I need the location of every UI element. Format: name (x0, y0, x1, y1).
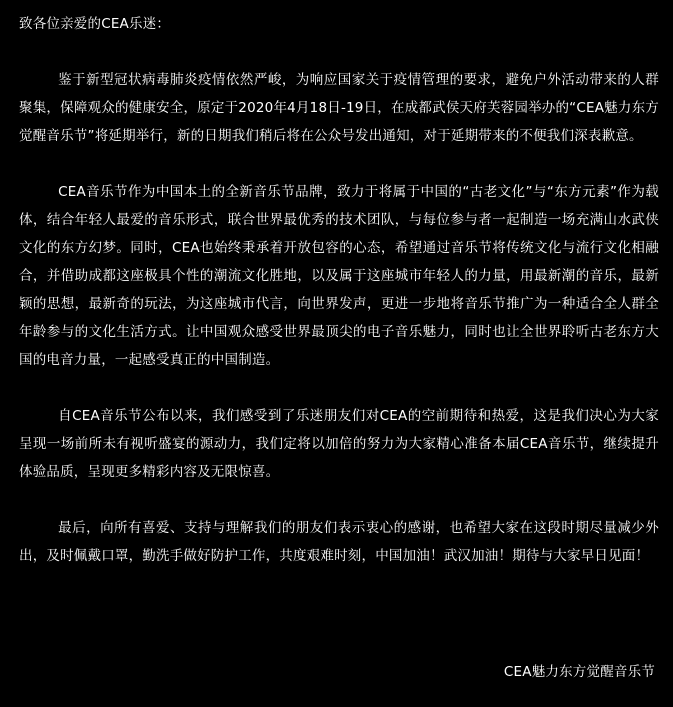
paragraph-closing: 最后，向所有喜爱、支持与理解我们的朋友们表示衷心的感谢，也希望大家在这段时期尽量减少外出，及时佩戴口罩，勤洗手做好防护工作，共度艰难时刻，中国加油！武汉加油！期待与大家早日见面！ (19, 520, 659, 564)
paragraph-fan-support: 自CEA音乐节公布以来，我们感受到了乐迷朋友们对CEA的空前期待和热爱，这是我们决心为大家呈现一场前所未有视听盛宴的源动力，我们定将以加倍的努力为大家精心准备本届CEA音乐节，继续提升体验品质，呈现更多精彩内容及无限惊喜。 (19, 408, 659, 480)
salutation: 致各位亲爱的CEA乐迷： (19, 16, 171, 32)
paragraph-postponement: 鉴于新型冠状病毒肺炎疫情依然严峻，为响应国家关于疫情管理的要求，避免户外活动带来的人群聚集，保障观众的健康安全，原定于2020年4月18日-19日，在成都武侯天府芙蓉园举办的“CEA魅力东方觉醒音乐节”将延期举行，新的日期我们稍后将在公众号发出通知，对于延期带来的不便我们深表歉意。 (19, 72, 659, 144)
paragraph-festival-mission: CEA音乐节作为中国本土的全新音乐节品牌，致力于将属于中国的“古老文化”与“东方元素”作为载体，结合年轻人最爱的音乐形式，联合世界最优秀的技术团队，与每位参与者一起制造一场充满山水武侠文化的东方幻梦。同时，CEA也始终秉承着开放包容的心态，希望通过音乐节将传统文化与流行文化相融合，并借助成都这座极具个性的潮流文化胜地，以及属于这座城市年轻人的力量，用最新潮的音乐，最新颖的思想，最新奇的玩法，为这座城市代言，向世界发声，更进一步地将音乐节推广为一种适合全人群全年龄参与的文化生活方式。让中国观众感受世界最顶尖的电子音乐魅力，同时也让全世界聆听古老东方大国的电音力量，一起感受真正的中国制造。 (19, 184, 659, 368)
signature: CEA魅力东方觉醒音乐节 (503, 664, 655, 680)
letter-body (19, 10, 659, 598)
